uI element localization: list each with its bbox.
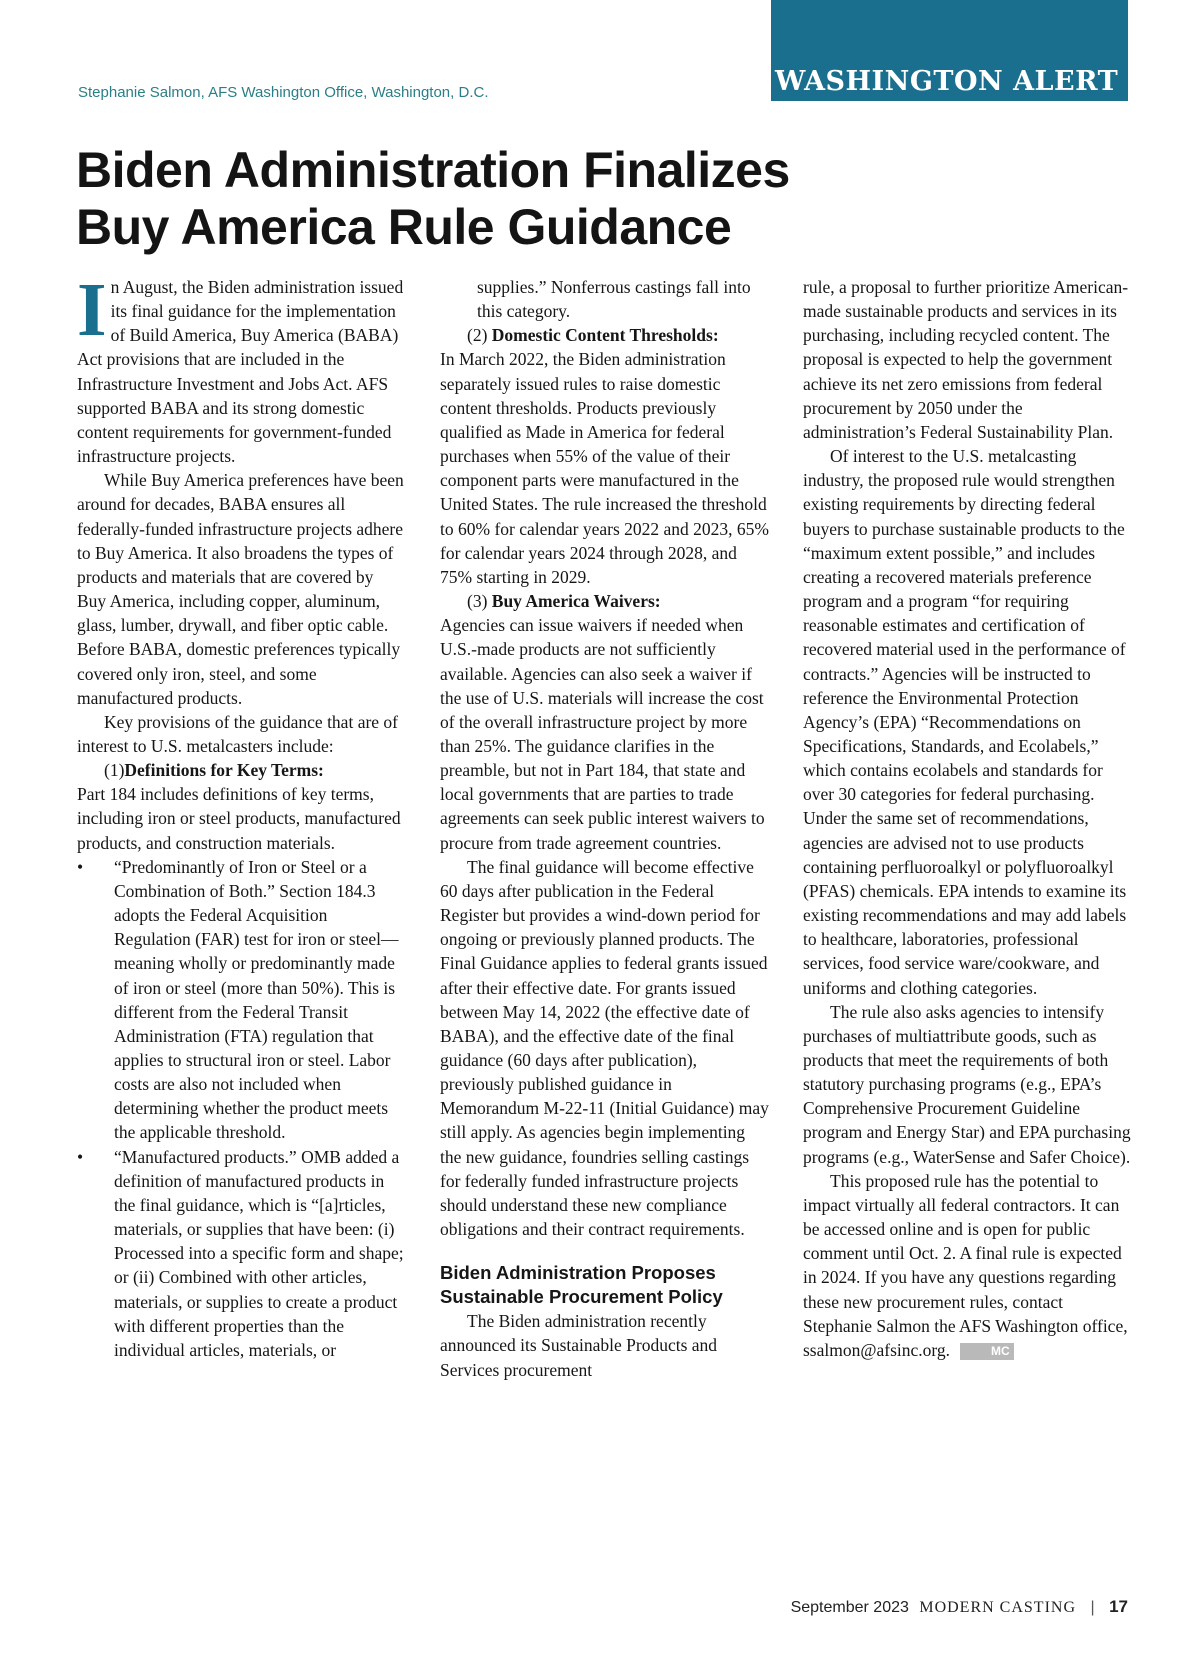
- article-column-3: [803, 275, 1133, 1362]
- paragraph: supplies.” Nonferrous castings fall into this category.: [477, 277, 751, 322]
- footer-separator: |: [1090, 1599, 1095, 1616]
- paragraph: While Buy America preferences have been around for decades, BABA ensures all federally-funded infrastructure projects adhere to Buy America. It also broadens the types of products and materials that are covered by Buy America, including copper, aluminum, glass, lumber, drywall, and fiber optic cable. Before BABA, domestic preferences typically covered only iron, steel, and some manufactured products.: [77, 470, 404, 708]
- bullet-icon: •: [77, 856, 84, 877]
- list-item: • “Manufactured products.” OMB added a definition of manufactured products in the final guidance, which is “[a]rticles, materials, or supplies that have been: (i) Processed into a specific form and shape; or (ii) Combined with other articles, materials, or supplies to create a product with different properties than the individual articles, materials, or: [77, 1146, 404, 1360]
- paragraph: This proposed rule has the potential to impact virtually all federal contractors. It can be accessed online and is open for public comment until Oct. 2. A final rule is expected in 2024. If you have any questions regarding these new procurement rules, contact Stephanie Salmon the AFS Washington office, ssalmon@afsinc.org. MC: [803, 1170, 1128, 1360]
- paragraph: (1)Definitions for Key Terms: Part 184 includes definitions of key terms, including iron or steel products, manufactured products, and construction materials.: [77, 760, 401, 853]
- paragraph: (3) Buy America Waivers: Agencies can issue waivers if needed when U.S.-made products are not sufficiently available. Agencies can also seek a waiver if the use of U.S. materials will increase the cost of the overall infrastructure project by more than 25%. The guidance clarifies in the preamble, but not in Part 184, that state and local governments that are parties to trade agreements can seek public interest waivers to procure from trade agreement countries.: [440, 591, 765, 853]
- bullet-icon: •: [77, 1146, 84, 1167]
- page-number: 17: [1109, 1597, 1128, 1616]
- subsection-label: Domestic Content Thresholds:: [491, 325, 719, 346]
- magazine-name: MODERN CASTING: [919, 1599, 1077, 1616]
- paragraph: The rule also asks agencies to intensify purchases of multiattribute goods, such as products that meet the requirements of both statutory purchasing programs (e.g., EPA’s Comprehensive Procurement Guideline program and Energy Star) and EPA purchasing programs (e.g., WaterSense and Safer Choice).: [803, 1001, 1131, 1167]
- drop-cap: I: [77, 268, 107, 352]
- paragraph: rule, a proposal to further prioritize American-made sustainable products and services in its purchasing, including recycled content. The proposal is expected to help the government achieve its net zero emissions from federal procurement by 2050 under the administration’s Federal Sustainability Plan.: [803, 277, 1129, 442]
- subsection-label: Definitions for Key Terms:: [124, 760, 324, 781]
- page-footer: [791, 1597, 1128, 1617]
- end-mark-badge: MC: [960, 1343, 1014, 1360]
- paragraph: Key provisions of the guidance that are of interest to U.S. metalcasters include:: [77, 711, 399, 756]
- headline: Biden Administration Finalizes Buy America Rule Guidance: [76, 142, 790, 255]
- section-tab: [771, 0, 1128, 101]
- issue-date: September 2023: [790, 1599, 909, 1616]
- paragraph: The Biden administration recently announced its Sustainable Products and Services procurement: [440, 1311, 718, 1380]
- paragraph: (2) Domestic Content Thresholds: In March 2022, the Biden administration separately issued rules to raise domestic content thresholds. Products previously qualified as Made in America for federal purchases when 55% of the value of their component parts were manufactured in the United States. The rule increased the threshold to 60% for calendar years 2022 and 2023, 65% for calendar years 2024 through 2028, and 75% starting in 2029.: [440, 325, 769, 587]
- list-item: • “Predominantly of Iron or Steel or a Combination of Both.” Section 184.3 adopts the Federal Acquisition Regulation (FAR) test for iron or steel—meaning wholly or predominantly made of iron or steel (more than 50%). This is different from the Federal Transit Administration (FTA) regulation that applies to structural iron or steel. Labor costs are also not included when determining whether the product meets the applicable threshold.: [77, 856, 399, 1143]
- byline: Stephanie Salmon, AFS Washington Office, Washington, D.C.: [78, 84, 489, 101]
- subheading: Biden Administration Proposes Sustainable Procurement Policy: [440, 1262, 723, 1308]
- subsection-label: Buy America Waivers:: [491, 591, 661, 612]
- paragraph: Of interest to the U.S. metalcasting industry, the proposed rule would strengthen existing requirements by directing federal buyers to purchase sustainable products to the “maximum extent possible,” and includes creating a recovered materials preference program and a program “for requiring reasonable estimates and certification of recovered material used in the performance of contracts.” Agencies will be instructed to reference the Environmental Protection Agency’s (EPA) “Recommendations on Specifications, Standards, and Ecolabels,” which contains ecolabels and standards for over 30 categories for federal purchasing. Under the same set of recommendations, agencies are advised not to use products containing perfluoroalkyl or polyfluoroalkyl (PFAS) chemicals. EPA intends to examine its existing recommendations and may add labels to healthcare, laboratories, professional services, food service ware/cookware, and uniforms and clothing categories.: [803, 446, 1127, 998]
- section-title: WASHINGTON ALERT: [775, 66, 1119, 97]
- article-column-2: [440, 275, 770, 1382]
- paragraph: In August, the Biden administration issued its final guidance for the implementation of Build America, Buy America (BABA) Act provisions that are included in the Infrastructure Investment and Jobs Act. AFS supported BABA and its strong domestic content requirements for government-funded infrastructure projects.: [77, 268, 404, 467]
- paragraph: The final guidance will become effective 60 days after publication in the Federal Register but provides a wind-down period for ongoing or previously planned products. The Final Guidance applies to federal grants issued after their effective date. For grants issued between May 14, 2022 (the effective date of BABA), and the effective date of the final guidance (60 days after publication), previously published guidance in Memorandum M-22-11 (Initial Guidance) may still apply. As agencies begin implementing the new guidance, foundries selling castings for federally funded infrastructure projects should understand these new compliance obligations and their contract requirements.: [440, 856, 769, 1240]
- article-column-1: [77, 268, 405, 1362]
